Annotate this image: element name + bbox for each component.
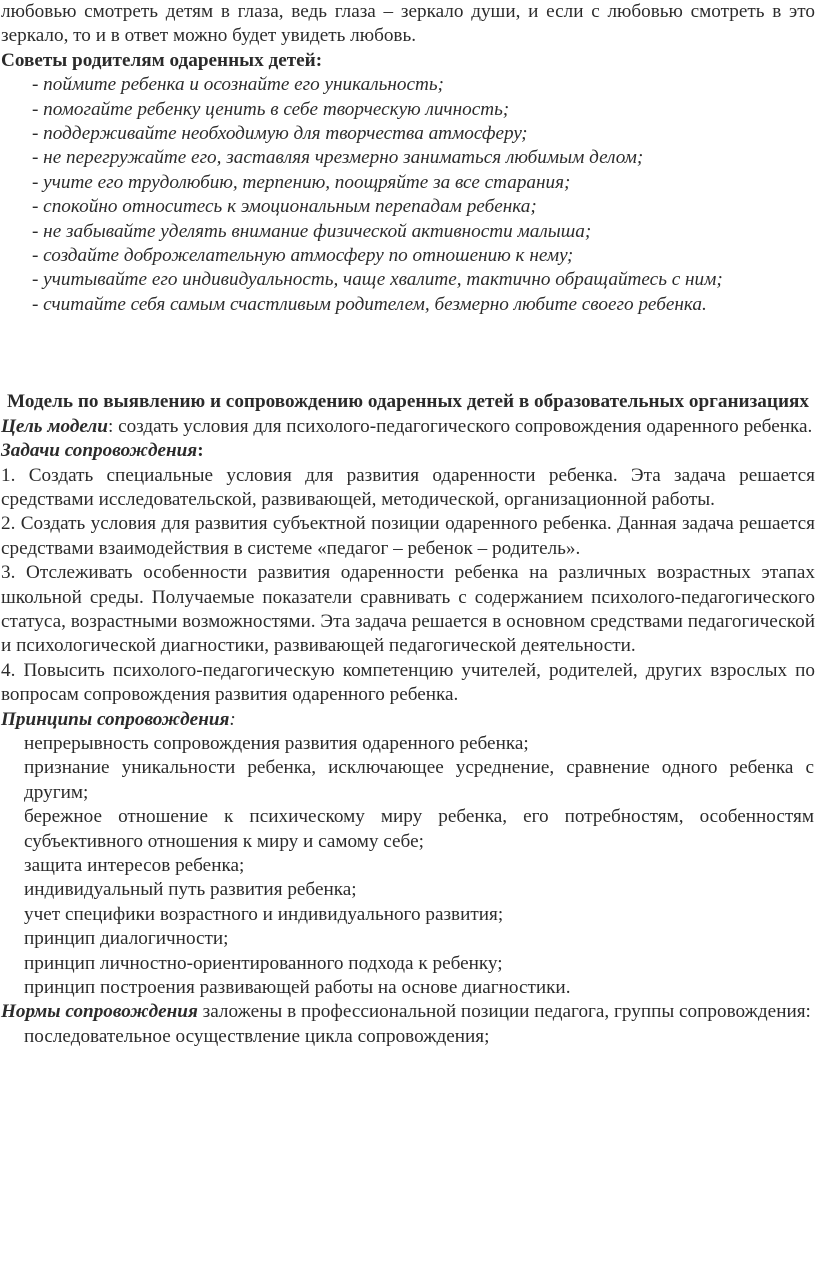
tip-item: - считайте себя самым счастливым родителем, безмерно любите своего ребенка. bbox=[32, 293, 707, 315]
model-heading: Модель по выявлению и сопровождению одаренных детей в образовательных организациях bbox=[7, 391, 809, 413]
principle-item: принцип диалогичности; bbox=[24, 928, 229, 950]
tip-item: - помогайте ребенку ценить в себе творческую личность; bbox=[32, 98, 510, 120]
intro-paragraph: любовью смотреть детям в глаза, ведь глаза – зеркало души, и если с любовью смотреть в это зеркало, то и в ответ можно будет увидеть любовь. bbox=[1, 1, 815, 47]
goal-label: Цель модели bbox=[1, 415, 108, 437]
principle-item: принцип построения развивающей работы на основе диагностики. bbox=[24, 977, 571, 999]
norms-paragraph bbox=[0, 1000, 816, 1024]
norms-label: Нормы сопровождения bbox=[1, 1001, 198, 1023]
tip-item: - учитывайте его индивидуальность, чаще хвалите, тактично обращайтесь с ним; bbox=[32, 269, 723, 291]
task-item: 2. Создать условия для развития субъектной позиции одаренного ребенка. Данная задача решается средствами взаимодействия в системе «педагог – ребенок – родитель». bbox=[1, 513, 815, 559]
principle-item: защита интересов ребенка; bbox=[24, 855, 245, 876]
tip-item: - не перегружайте его, заставляя чрезмерно заниматься любимым делом; bbox=[32, 147, 644, 169]
principles-heading bbox=[0, 708, 816, 732]
tasks-colon: : bbox=[197, 440, 204, 462]
principle-item: признание уникальности ребенка, исключающее усреднение, сравнение одного ребенка с другим; bbox=[24, 757, 814, 803]
tasks-label: Задачи сопровождения bbox=[1, 440, 198, 462]
goal-text: : создать условия для психолого-педагогического сопровождения одаренного ребенка. bbox=[107, 415, 813, 437]
principle-item: принцип личностно-ориентированного подхода к ребенку; bbox=[24, 952, 503, 974]
tips-title: Советы родителям одаренных детей: bbox=[1, 49, 323, 71]
principles-colon: : bbox=[229, 708, 236, 730]
goal-paragraph bbox=[0, 415, 816, 439]
tasks-heading bbox=[0, 439, 816, 463]
principles-label: Принципы сопровождения bbox=[1, 708, 230, 730]
tip-item: - учите его трудолюбию, терпению, поощряйте за все старания; bbox=[32, 171, 571, 193]
section-spacer bbox=[0, 317, 816, 390]
norms-list bbox=[0, 1025, 816, 1049]
task-item: 4. Повысить психолого-педагогическую компетенцию учителей, родителей, других взрослых по вопросам сопровождения развития одаренного ребенка. bbox=[1, 659, 815, 706]
principle-item: индивидуальный путь развития ребенка; bbox=[24, 879, 357, 901]
norms-text: заложены в профессиональной позиции педагога, группы сопровождения: bbox=[197, 1001, 811, 1023]
tip-item: - поймите ребенка и осознайте его уникальность; bbox=[32, 74, 444, 96]
norm-item: последовательное осуществление цикла сопровождения; bbox=[24, 1025, 490, 1047]
task-item: 3. Отслеживать особенности развития одаренности ребенка на различных возрастных этапах школьной среды. Получаемые показатели сравнивать с содержанием психолого-педагогического статуса, возрастными возможностями. Эта задача решается в основном средствами педагогической и психологической диагностики, развивающей педагогической деятельности. bbox=[1, 562, 815, 657]
tip-item: - не забывайте уделять внимание физической активности малыша; bbox=[32, 220, 592, 242]
tip-item: - создайте доброжелательную атмосферу по отношению к нему; bbox=[32, 245, 574, 267]
tips-list bbox=[0, 73, 816, 317]
tip-item: - спокойно относитесь к эмоциональным перепадам ребенка; bbox=[32, 196, 537, 218]
task-item: 1. Создать специальные условия для развития одаренности ребенка. Эта задача решается средствами исследовательской, развивающей, методической, организационной работы. bbox=[1, 464, 815, 510]
tip-item: - поддерживайте необходимую для творчества атмосферу; bbox=[32, 123, 528, 145]
principle-item: непрерывность сопровождения развития одаренного ребенка; bbox=[24, 732, 529, 754]
principle-item: бережное отношение к психическому миру ребенка, его потребностям, особенностям субъективного отношения к миру и самому себе; bbox=[24, 806, 814, 852]
principle-item: учет специфики возрастного и индивидуального развития; bbox=[24, 903, 504, 925]
principles-list bbox=[0, 732, 816, 1000]
